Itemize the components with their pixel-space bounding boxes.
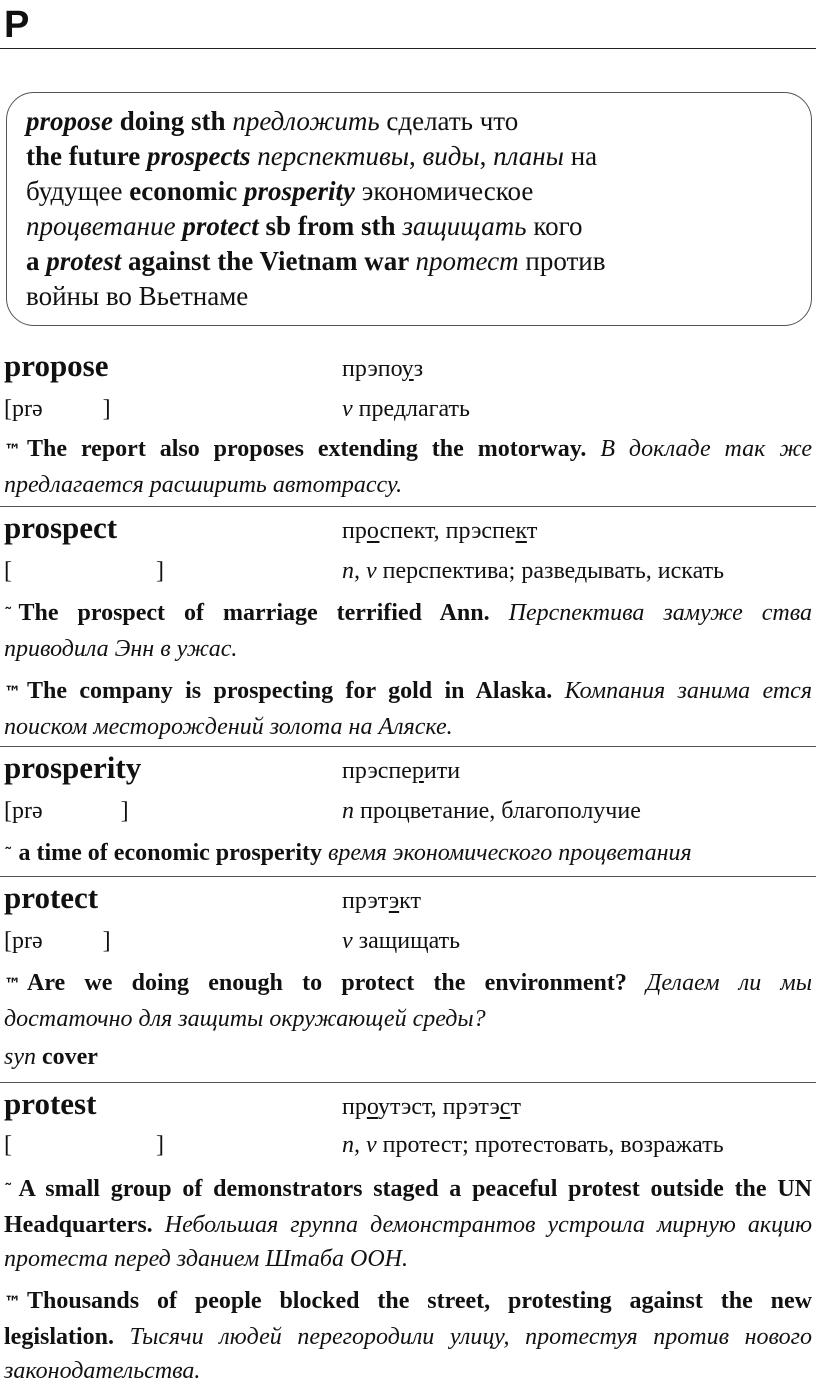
summary-segment: sb from sth [258, 211, 403, 241]
summary-segment: на [563, 141, 598, 171]
translit-part: т [510, 1094, 521, 1120]
translit-part: пр [342, 518, 367, 544]
def-protest: n, v протест; протестовать, возражать [342, 1132, 724, 1158]
summary-line [26, 209, 796, 244]
summary-segment: protest [46, 246, 122, 276]
summary-line [26, 279, 796, 314]
translit-part: ити [423, 758, 461, 784]
example-prospect-1: ˜ The prospect of marriage terrified Ann. Перспектива замуже ства приводила Энн в ужас. [4, 600, 813, 662]
pron-prosperity: [prə ] [4, 798, 129, 824]
translit-part: с [499, 1094, 511, 1120]
translit-part: о [366, 518, 380, 544]
def-propose: v предлагать [342, 396, 470, 422]
headword-protest: protest [4, 1086, 97, 1121]
summary-segment: prospects [147, 141, 251, 171]
summary-segment: сделать что [379, 106, 519, 136]
summary-segment: виды [422, 141, 480, 171]
page-letter: P [4, 4, 30, 46]
summary-line [26, 174, 796, 209]
summary-segment: предложить [232, 106, 380, 136]
example-protest-2: ™ Thousands of people blocked the street, protesting against the new legislation. Тысячи людей перегородили улицу, протестуя против нового законодательства. [4, 1288, 813, 1384]
pron-propose: [prə ] [4, 396, 111, 422]
summary-segment: , [479, 141, 494, 171]
translit-part: утэст, прэтэ [377, 1094, 500, 1120]
def-prospect: n, v перспектива; разведывать, искать [342, 558, 725, 584]
translit-part: к [515, 518, 527, 544]
summary-line [26, 244, 796, 279]
summary-box-text [26, 104, 796, 314]
example-propose-1: ™ The report also proposes extending the motorway. В докладе так же предлагается расширить автотрассу. [4, 436, 812, 498]
summary-segment: protect [182, 211, 259, 241]
def-prosperity: n процветание, благополучие [342, 798, 641, 824]
pron-protect: [prə ] [4, 928, 111, 954]
pron-prospect: [ ] [4, 558, 164, 584]
synonym-protect: syn cover [4, 1044, 98, 1070]
summary-segment: войны во Вьетнаме [26, 281, 249, 311]
translit-prospect [342, 516, 537, 546]
summary-segment: экономическое [354, 176, 534, 206]
translit-part: кт [399, 888, 421, 914]
translit-part: спект, прэспе [379, 518, 516, 544]
headword-protect: protect [4, 880, 99, 915]
summary-segment: против [518, 246, 606, 276]
translit-prosperity [342, 756, 460, 786]
summary-line [26, 104, 796, 139]
summary-segment: планы [493, 141, 564, 171]
translit-protect [342, 886, 421, 916]
translit-part: пр [342, 1094, 367, 1120]
example-protest-1: ˜ A small group of demonstrators staged a peaceful protest outside the UN Headquarters. Небольшая группа демонстрантов устроила мирную акцию протеста перед зданием Штаба ООН. [4, 1176, 812, 1272]
summary-segment: a [26, 246, 47, 276]
example-prospect-2: ™ The company is prospecting for gold in Alaska. Компания занима ется поиском месторождений золота на Аляске. [4, 678, 812, 740]
summary-segment: the future [26, 141, 147, 171]
translit-part: прэт [342, 888, 389, 914]
translit-part: э [388, 888, 400, 914]
translit-propose: прэпоуз [342, 356, 424, 382]
summary-line [26, 139, 796, 174]
summary-segment: процветание [26, 211, 183, 241]
headword-propose: propose [4, 348, 109, 383]
summary-segment: протест [415, 246, 519, 276]
example-prosperity-1: ˜ a time of economic prosperity время экономического процветания [4, 840, 692, 866]
entry-divider [0, 506, 816, 507]
translit-part: о [366, 1094, 378, 1120]
def-protect: v защищать [342, 928, 461, 954]
summary-segment: doing sth [113, 106, 233, 136]
translit-part: прэспе [342, 758, 412, 784]
summary-segment: перспективы [250, 141, 409, 171]
summary-segment: будущее [26, 176, 130, 206]
translit-part: т [526, 518, 538, 544]
summary-segment: защищать [402, 211, 527, 241]
summary-segment: кого [526, 211, 583, 241]
headword-prosperity: prosperity [4, 750, 142, 785]
translit-protest [342, 1092, 521, 1122]
example-protect-1: ™ Are we doing enough to protect the environment? Делаем ли мы достаточно для защиты окружающей среды? [4, 970, 812, 1032]
entry-divider [0, 876, 816, 877]
entry-divider [0, 1082, 816, 1083]
headword-prospect: prospect [4, 510, 118, 545]
top-divider [0, 48, 816, 49]
summary-segment: against the Vietnam war [121, 246, 416, 276]
summary-segment: propose [26, 106, 113, 136]
summary-segment: , [408, 141, 423, 171]
summary-segment: economic [129, 176, 244, 206]
summary-segment: prosperity [243, 176, 355, 206]
entry-divider [0, 746, 816, 747]
pron-protest: [ ] [4, 1132, 164, 1158]
translit-part: р [411, 758, 424, 784]
